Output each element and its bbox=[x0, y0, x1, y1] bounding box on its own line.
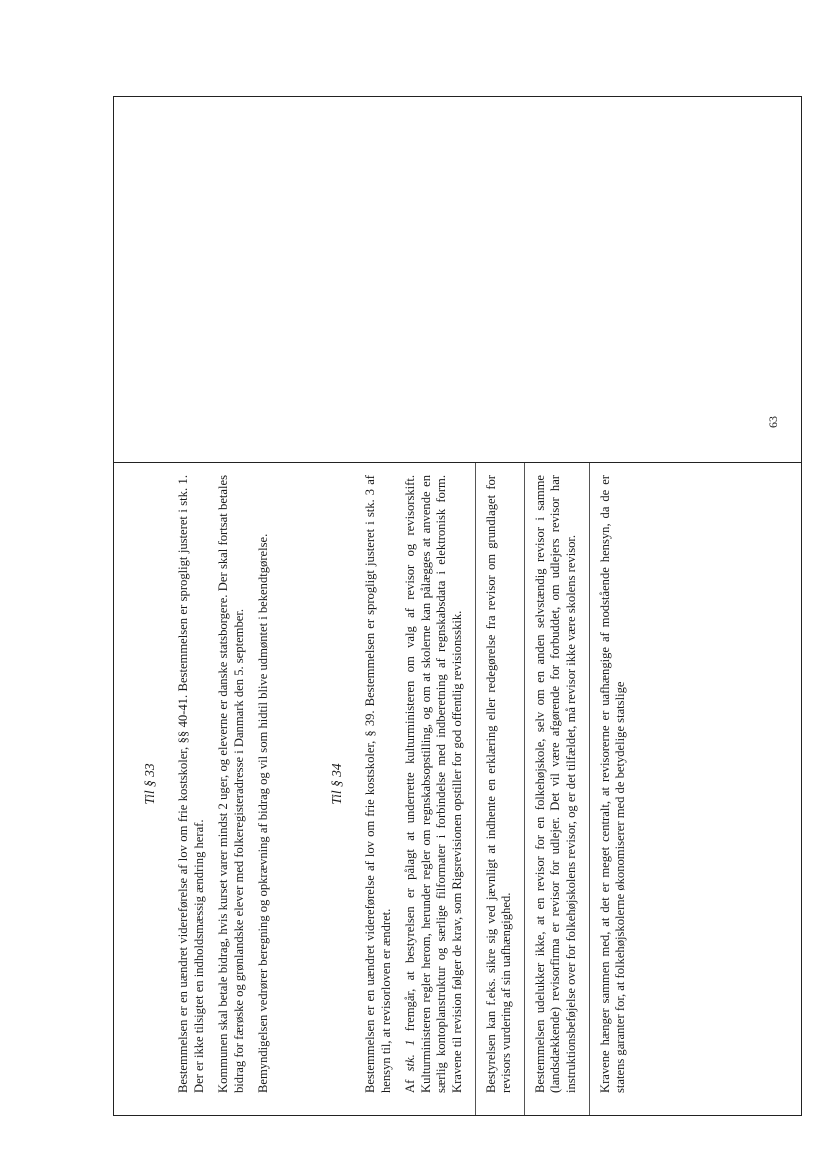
paragraph: Bestemmelsen er en uændret videreførelse af lov om frie kostskoler, § 39. Bestemmelsen er sprogligt justeret i stk. 3 af hensyn til, at revisorloven er ændret. bbox=[362, 475, 393, 1093]
paragraph: Bemyndigelsen vedrører beregning og opkrævning af bidrag og vil som hidtil blive udmøntet i bekendtgørelse. bbox=[256, 533, 271, 1093]
paragraph: Bestemmelsen er en uændret videreførelse af lov om frie kostskoler, §§ 40-41. Bestemmelsen er sprogligt justeret i stk. 1. Der er ikke tilsigtet en indholdsmæssig ændring heraf. bbox=[176, 475, 206, 1093]
commentary-column bbox=[114, 462, 801, 1115]
row-divider bbox=[589, 463, 590, 1115]
stk-reference: stk. 1 bbox=[403, 1039, 418, 1072]
paragraph: Kommunen skal betale bidrag, hvis kurset varer mindst 2 uger, og eleverne er danske statsborgere. Der skal fortsat betales bidrag for færøske og grønlandske elever med folkeregisteradresse i Danmark den 5. september. bbox=[216, 475, 246, 1093]
section-heading-34: Til § 34 bbox=[328, 763, 344, 805]
row-divider bbox=[524, 463, 525, 1115]
paragraph: Bestyrelsen kan f.eks. sikre sig ved jævnligt at indhente en erklæring eller redegørelse fra revisor om grundlaget for revisors vurdering af sin uafhængighed. bbox=[483, 475, 514, 1093]
page-number: 63 bbox=[766, 416, 780, 428]
empty-column bbox=[114, 97, 801, 462]
paragraph-prefix: Af bbox=[403, 1071, 418, 1093]
row-divider bbox=[475, 463, 476, 1115]
paragraph: Kravene hænger sammen med, at det er meget centralt, at revisorerne er uafhængige af modstående hensyn, da de er statens garanter for, at folkehøjskolerne økonomiserer med de betydelige statslige bbox=[597, 475, 628, 1093]
two-column-table bbox=[113, 96, 802, 1116]
section-heading-33: Til § 33 bbox=[142, 763, 157, 805]
paragraph-stk1 bbox=[403, 475, 465, 1093]
landscape-content bbox=[113, 96, 802, 1116]
rotated-page-area bbox=[113, 96, 802, 1116]
paragraph: Bestemmelsen udelukker ikke, at en revisor for en folkehøjskole, selv om en anden selvstændig revisor i samme (landsdækkende) revisorfirma er revisor for udlejer. Det vil være afgørende for forbuddet, om udlejers revisor har instruktionsbeføjelse over for folkehøjskolens revisor, og er det tilfældet, må revisor ikke være skolens revisor. bbox=[532, 475, 578, 1093]
paragraph-rest: fremgår, at bestyrelsen er pålagt at underrette kulturministeren om valg af revisor og revisorskift. Kulturministeren regler herom, herunder regler om regnskabsopstilling, og om at skolerne kan pålægges at anvende en særlig kontoplanstruktur og særlige filformater i forbindelse med indberetning af regnskabsdata i elektronisk form. Kravene til revision følger de krav, som Rigsrevisionen opstiller for god offentlig revisionsskik. bbox=[403, 475, 464, 1093]
